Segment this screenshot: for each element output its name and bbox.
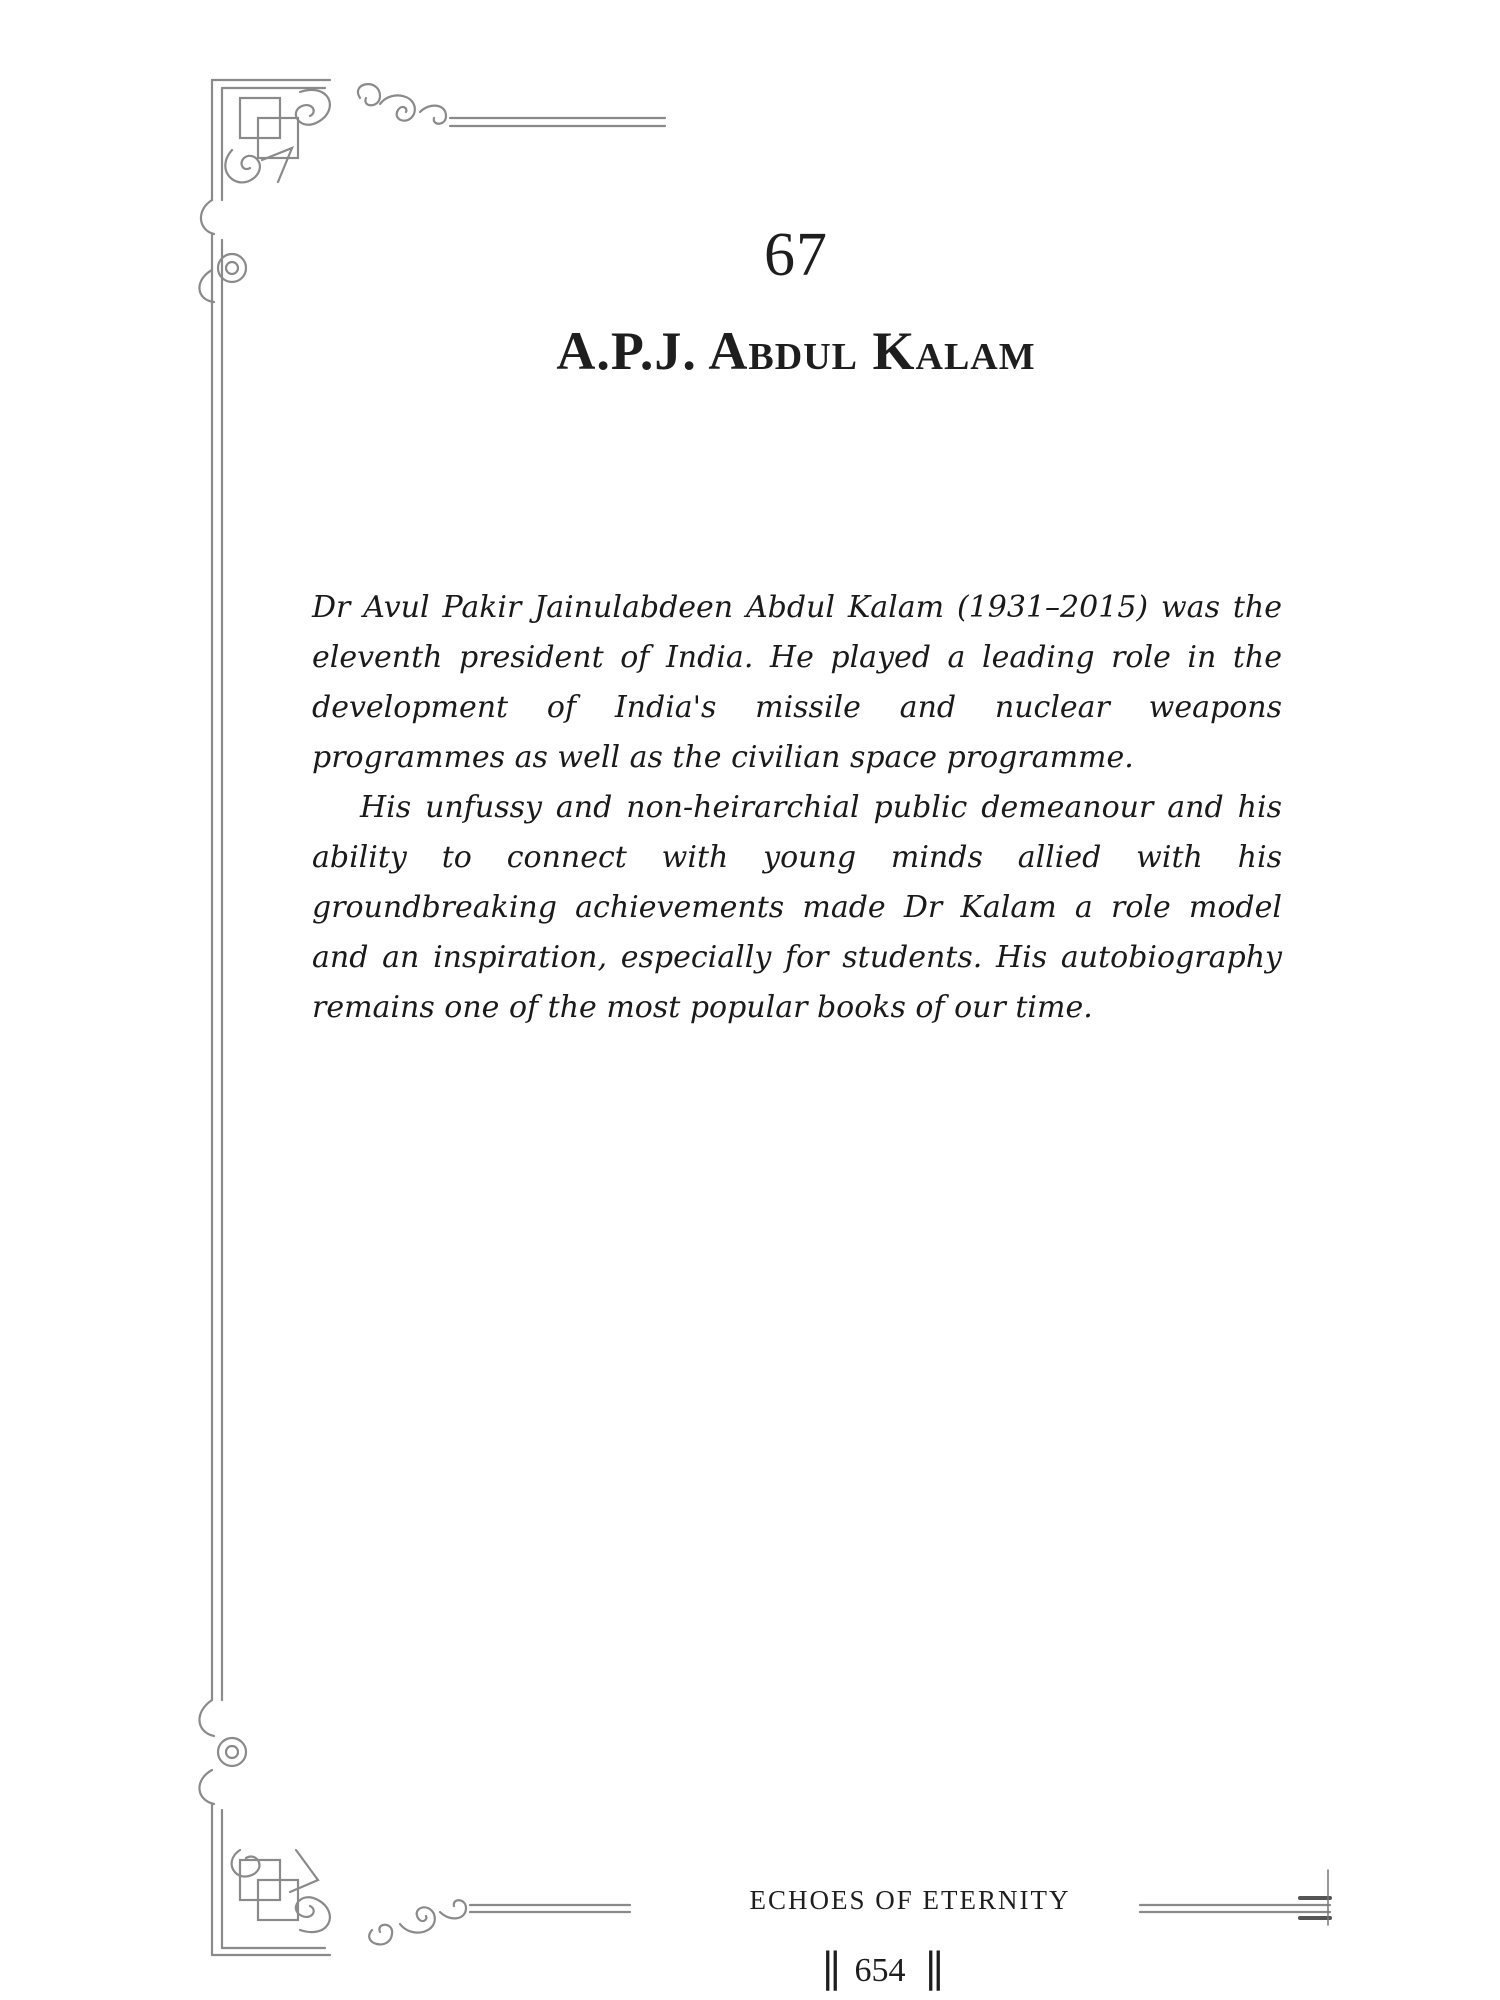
chapter-number: 67: [764, 221, 828, 289]
page-number-right-bar: ||: [924, 1945, 939, 1991]
paragraph-legacy: His unfussy and non-heirarchial public demeanour and his ability to connect with young minds allied with his groundbreaking achievements made Dr Kalam a role model and an inspiration, especially for students. His autobiography remains one of the most popular books of our time.: [312, 790, 1282, 1025]
page-number: 654: [854, 1952, 906, 1989]
chapter-title: A.P.J. Abdul Kalam: [556, 321, 1036, 381]
top-scroll-ornament: [358, 84, 665, 126]
running-footer-title: ECHOES OF ETERNITY: [749, 1885, 1071, 1915]
page-number-block: [780, 1945, 980, 1991]
bottom-scroll-ornament: [369, 1900, 630, 1944]
page-number-left-bar: ||: [821, 1945, 836, 1991]
chapter-body: [312, 583, 1282, 1033]
bottom-right-rule: [1140, 1870, 1330, 1925]
bottom-left-corner-ornament: [199, 1700, 330, 1955]
top-left-corner-ornament: [199, 80, 330, 330]
paragraph-intro: Dr Avul Pakir Jainulabdeen Abdul Kalam (1931–2015) was the eleventh president of India. He played a leading role in the development of India's missile and nuclear weapons programmes as well as the civilian space programme.: [312, 590, 1282, 775]
